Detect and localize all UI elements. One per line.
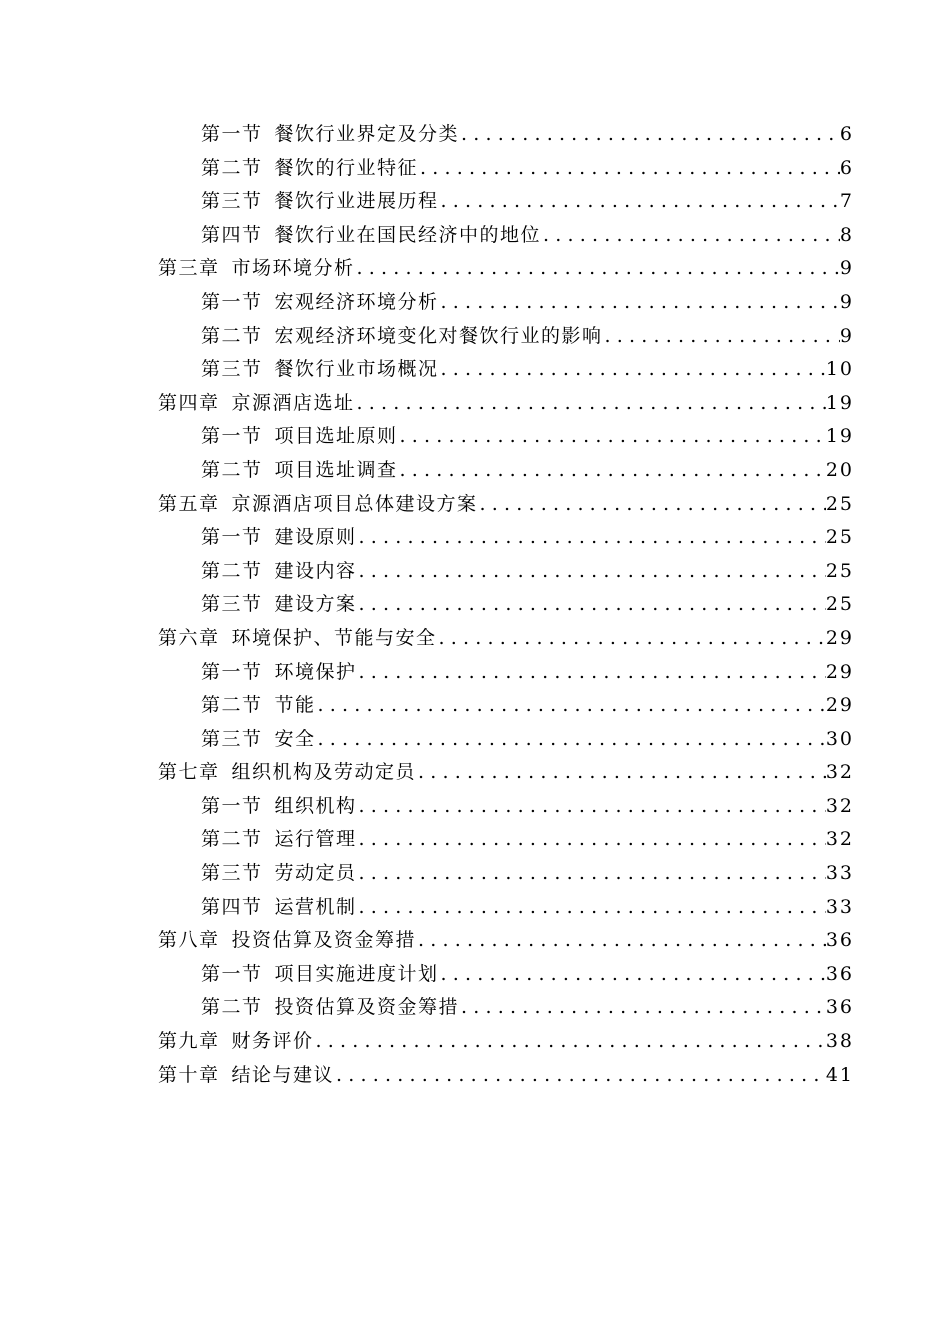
toc-entry-label [158, 924, 416, 958]
toc-section-entry[interactable] [158, 991, 854, 1025]
toc-entry-page: 36 [825, 929, 854, 952]
toc-dot-leader [400, 454, 826, 488]
toc-entry-label [201, 891, 357, 925]
toc-entry-label [201, 320, 603, 354]
toc-entry-page: 25 [825, 559, 854, 582]
toc-dot-leader [336, 1059, 826, 1093]
toc-entry-page: 38 [825, 1030, 854, 1053]
toc-entry-number: 第七章 [158, 761, 220, 784]
toc-dot-leader [461, 118, 840, 152]
toc-entry-label [201, 219, 541, 253]
toc-entry-title: 餐饮行业在国民经济中的地位 [274, 223, 542, 246]
toc-entry-number: 第六章 [158, 626, 220, 649]
toc-section-entry[interactable] [158, 286, 854, 320]
toc-entry-page: 6 [839, 123, 854, 145]
toc-entry-label [201, 152, 418, 186]
toc-entry-number: 第二节 [201, 156, 263, 179]
toc-entry-label [201, 790, 357, 824]
toc-entry-title: 组织机构及劳动定员 [231, 761, 417, 784]
toc-dot-leader [357, 252, 840, 286]
toc-dot-leader [605, 320, 840, 354]
toc-entry-page: 29 [825, 694, 854, 717]
toc-section-entry[interactable] [158, 320, 854, 354]
toc-section-entry[interactable] [158, 152, 854, 186]
table-of-contents [158, 118, 854, 1092]
toc-entry-number: 第一节 [201, 962, 263, 985]
toc-dot-leader [400, 420, 826, 454]
toc-entry-page: 9 [839, 324, 854, 347]
toc-dot-leader [359, 656, 826, 690]
toc-section-entry[interactable] [158, 656, 854, 690]
toc-section-entry[interactable] [158, 958, 854, 992]
toc-chapter-entry[interactable] [158, 252, 854, 286]
toc-entry-page: 33 [825, 862, 854, 885]
toc-entry-number: 第一节 [201, 290, 263, 313]
toc-entry-label [201, 656, 357, 690]
toc-section-entry[interactable] [158, 353, 854, 387]
toc-entry-number: 第四节 [201, 895, 263, 918]
toc-entry-page: 25 [825, 593, 854, 616]
toc-section-entry[interactable] [158, 118, 854, 152]
toc-entry-label [201, 723, 316, 757]
toc-dot-leader [357, 387, 826, 421]
toc-entry-page: 7 [839, 190, 854, 213]
toc-entry-number: 第三节 [201, 862, 263, 885]
toc-entry-title: 投资估算及资金筹措 [231, 929, 417, 952]
toc-entry-label [201, 353, 439, 387]
toc-entry-page: 32 [825, 761, 854, 784]
toc-section-entry[interactable] [158, 689, 854, 723]
toc-entry-number: 第十章 [158, 1063, 220, 1086]
toc-entry-title: 组织机构 [274, 794, 357, 817]
toc-entry-number: 第一节 [201, 660, 263, 683]
toc-entry-label [201, 823, 357, 857]
toc-dot-leader [359, 891, 826, 925]
toc-entry-number: 第二节 [201, 996, 263, 1019]
toc-entry-page: 9 [839, 290, 854, 313]
toc-dot-leader [359, 790, 826, 824]
toc-dot-leader [418, 756, 826, 790]
toc-entry-number: 第四节 [201, 223, 263, 246]
toc-entry-title: 结论与建议 [231, 1063, 335, 1086]
toc-entry-label [201, 286, 439, 320]
toc-entry-title: 节能 [274, 694, 316, 717]
toc-dot-leader [480, 488, 826, 522]
toc-dot-leader [359, 823, 826, 857]
toc-dot-leader [316, 1025, 826, 1059]
toc-entry-label [201, 689, 316, 723]
toc-dot-leader [359, 521, 826, 555]
toc-entry-number: 第四章 [158, 391, 220, 414]
toc-entry-page: 19 [825, 425, 854, 448]
toc-chapter-entry[interactable] [158, 488, 854, 522]
toc-entry-number: 第八章 [158, 929, 220, 952]
toc-entry-title: 安全 [274, 727, 316, 750]
toc-section-entry[interactable] [158, 454, 854, 488]
toc-dot-leader [359, 588, 826, 622]
toc-entry-page: 29 [825, 660, 854, 683]
toc-entry-page: 9 [839, 257, 854, 280]
toc-section-entry[interactable] [158, 185, 854, 219]
toc-entry-title: 餐饮行业界定及分类 [274, 123, 460, 145]
toc-section-entry[interactable] [158, 588, 854, 622]
toc-entry-label [158, 387, 355, 421]
toc-section-entry[interactable] [158, 790, 854, 824]
toc-entry-number: 第二节 [201, 559, 263, 582]
toc-entry-number: 第五章 [158, 492, 220, 515]
toc-entry-number: 第一节 [201, 526, 263, 549]
toc-entry-title: 项目选址原则 [274, 425, 398, 448]
toc-entry-number: 第一节 [201, 794, 263, 817]
toc-section-entry[interactable] [158, 891, 854, 925]
toc-entry-title: 投资估算及资金筹措 [274, 996, 460, 1019]
toc-entry-number: 第二节 [201, 324, 263, 347]
toc-entry-label [201, 118, 459, 152]
toc-section-entry[interactable] [158, 723, 854, 757]
toc-entry-title: 环境保护 [274, 660, 357, 683]
toc-entry-page: 41 [825, 1063, 854, 1086]
toc-entry-title: 建设方案 [274, 593, 357, 616]
toc-entry-label [158, 252, 355, 286]
toc-dot-leader [441, 353, 826, 387]
toc-entry-label [158, 488, 478, 522]
toc-entry-number: 第二节 [201, 828, 263, 851]
toc-entry-title: 宏观经济环境变化对餐饮行业的影响 [274, 324, 603, 347]
toc-entry-title: 运行管理 [274, 828, 357, 851]
toc-chapter-entry[interactable] [158, 1025, 854, 1059]
toc-entry-title: 项目选址调查 [274, 458, 398, 481]
toc-entry-label [201, 958, 439, 992]
toc-entry-title: 财务评价 [231, 1030, 314, 1053]
toc-entry-page: 8 [839, 223, 854, 246]
toc-entry-label [201, 185, 439, 219]
toc-entry-page: 10 [825, 358, 854, 381]
toc-dot-leader [359, 555, 826, 589]
toc-entry-title: 环境保护、节能与安全 [231, 626, 437, 649]
toc-entry-label [201, 420, 398, 454]
toc-dot-leader [420, 152, 840, 186]
toc-entry-title: 京源酒店选址 [231, 391, 355, 414]
toc-dot-leader [441, 185, 840, 219]
toc-entry-page: 32 [825, 828, 854, 851]
toc-chapter-entry[interactable] [158, 756, 854, 790]
toc-entry-page: 29 [825, 626, 854, 649]
toc-chapter-entry[interactable] [158, 622, 854, 656]
toc-entry-label [201, 521, 357, 555]
toc-section-entry[interactable] [158, 857, 854, 891]
toc-entry-page: 6 [839, 156, 854, 179]
toc-entry-number: 第一节 [201, 123, 263, 145]
toc-entry-number: 第三节 [201, 727, 263, 750]
toc-entry-page: 30 [825, 727, 854, 750]
toc-dot-leader [318, 689, 826, 723]
toc-section-entry[interactable] [158, 521, 854, 555]
toc-section-entry[interactable] [158, 420, 854, 454]
toc-entry-title: 京源酒店项目总体建设方案 [231, 492, 478, 515]
toc-chapter-entry[interactable] [158, 1059, 854, 1093]
toc-entry-title: 项目实施进度计划 [274, 962, 439, 985]
toc-entry-label [201, 991, 459, 1025]
toc-section-entry[interactable] [158, 555, 854, 589]
toc-entry-page: 19 [825, 391, 854, 414]
toc-entry-title: 建设原则 [274, 526, 357, 549]
toc-entry-page: 25 [825, 526, 854, 549]
toc-entry-label [201, 857, 357, 891]
toc-entry-label [158, 756, 416, 790]
toc-section-entry[interactable] [158, 219, 854, 253]
toc-entry-number: 第三节 [201, 190, 263, 213]
toc-entry-number: 第三节 [201, 593, 263, 616]
toc-entry-page: 32 [825, 794, 854, 817]
toc-entry-page: 33 [825, 895, 854, 918]
toc-entry-page: 36 [825, 962, 854, 985]
toc-entry-label [158, 1025, 314, 1059]
toc-entry-number: 第三节 [201, 358, 263, 381]
toc-entry-label [158, 1059, 334, 1093]
toc-entry-title: 餐饮行业市场概况 [274, 358, 439, 381]
toc-entry-page: 25 [825, 492, 854, 515]
toc-entry-title: 餐饮行业进展历程 [274, 190, 439, 213]
toc-dot-leader [543, 219, 840, 253]
toc-entry-label [201, 588, 357, 622]
toc-chapter-entry[interactable] [158, 924, 854, 958]
toc-dot-leader [318, 723, 826, 757]
toc-entry-page: 20 [825, 458, 854, 481]
toc-dot-leader [418, 924, 826, 958]
toc-chapter-entry[interactable] [158, 387, 854, 421]
toc-entry-title: 市场环境分析 [231, 257, 355, 280]
toc-entry-title: 建设内容 [274, 559, 357, 582]
toc-entry-page: 36 [825, 996, 854, 1019]
toc-entry-number: 第二节 [201, 694, 263, 717]
toc-dot-leader [441, 286, 840, 320]
toc-entry-label [158, 622, 437, 656]
toc-entry-label [201, 454, 398, 488]
toc-entry-number: 第二节 [201, 458, 263, 481]
toc-dot-leader [439, 622, 826, 656]
toc-entry-title: 餐饮的行业特征 [274, 156, 419, 179]
toc-dot-leader [441, 958, 826, 992]
toc-entry-title: 运营机制 [274, 895, 357, 918]
toc-entry-number: 第一节 [201, 425, 263, 448]
toc-entry-title: 劳动定员 [274, 862, 357, 885]
toc-dot-leader [359, 857, 826, 891]
toc-entry-number: 第九章 [158, 1030, 220, 1053]
toc-dot-leader [461, 991, 826, 1025]
toc-section-entry[interactable] [158, 823, 854, 857]
toc-entry-number: 第三章 [158, 257, 220, 280]
toc-entry-title: 宏观经济环境分析 [274, 290, 439, 313]
toc-entry-label [201, 555, 357, 589]
